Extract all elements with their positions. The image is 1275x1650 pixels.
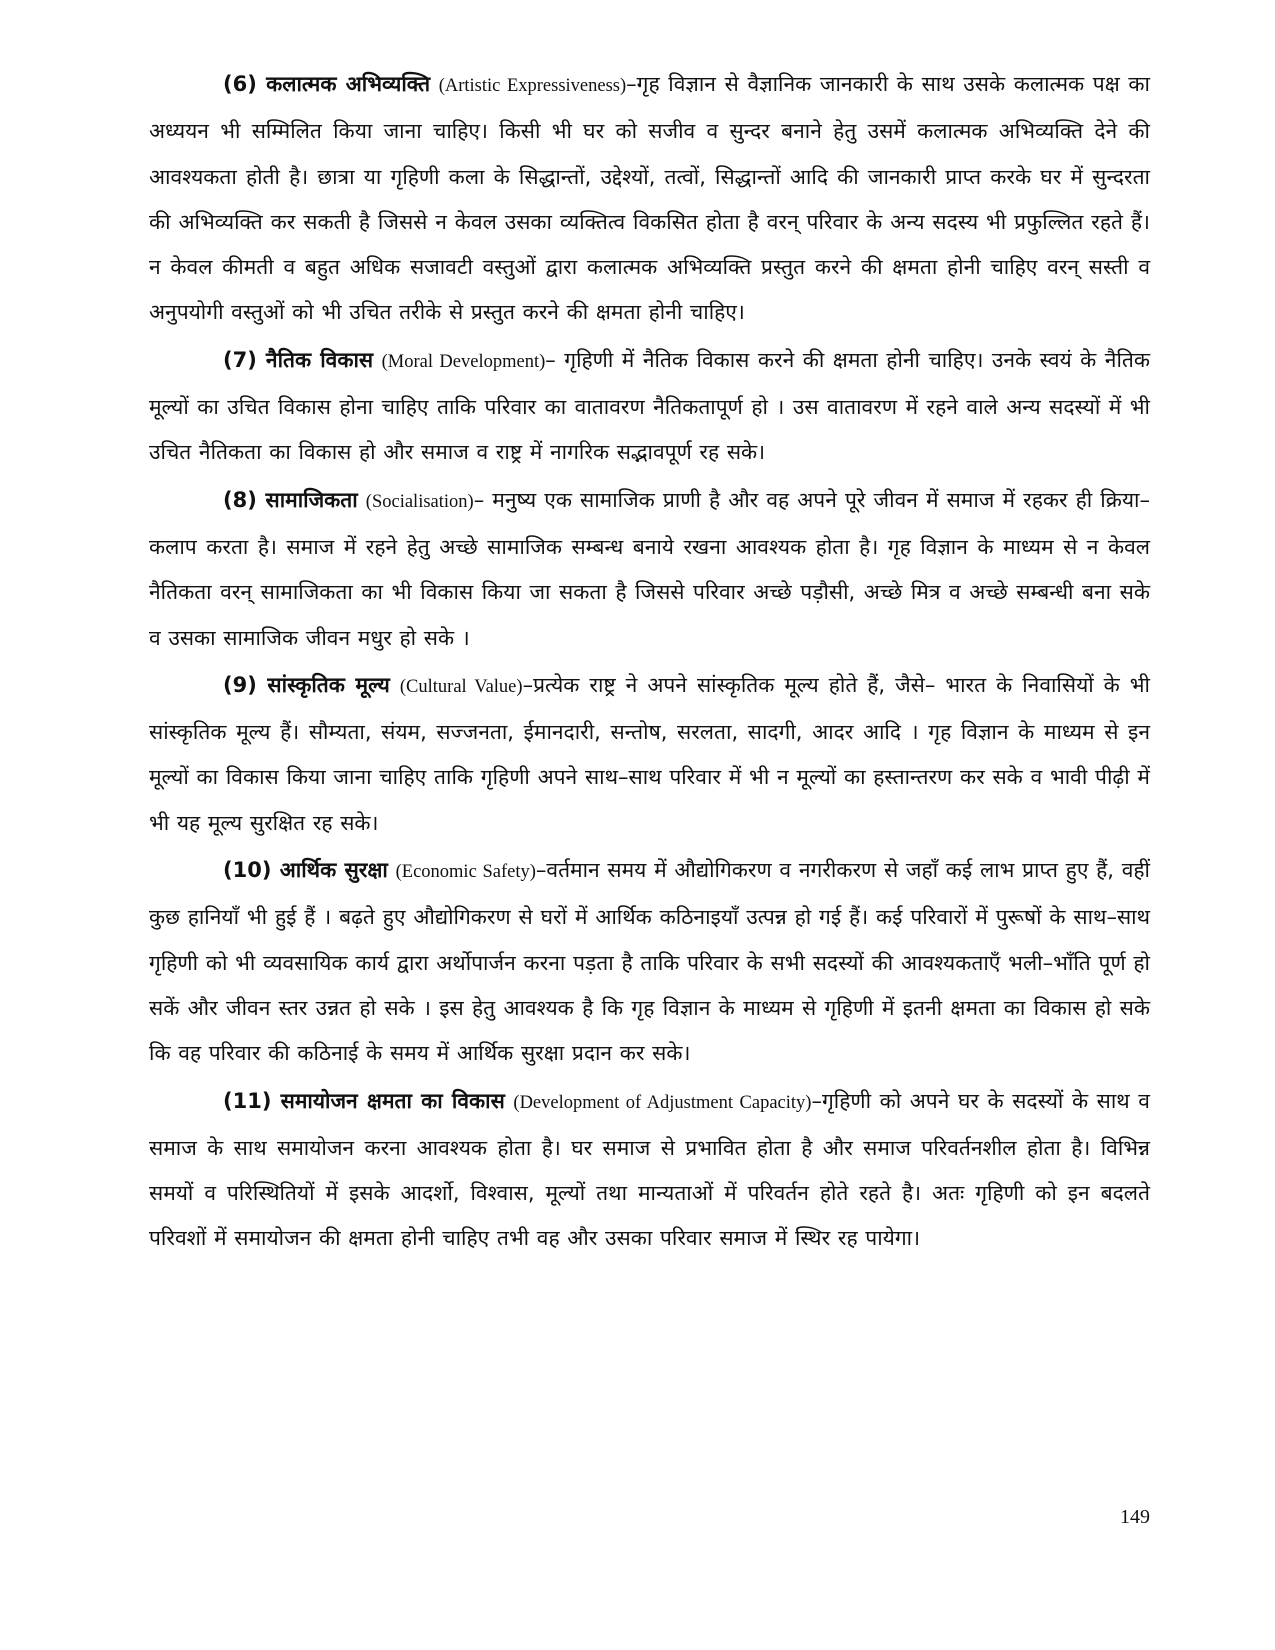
- paragraph-economic-safety: [149, 848, 1150, 1076]
- paragraph-cultural-value: [149, 663, 1150, 846]
- english-term: (Socialisation): [365, 491, 474, 512]
- section-heading: (9) सांस्कृतिक मूल्य: [223, 672, 390, 697]
- english-term: (Economic Safety): [395, 862, 536, 883]
- paragraph-text: – मनुष्य एक सामाजिक प्राणी है और वह अपने पूरे जीवन में समाज में रहकर ही क्रिया–कलाप करता है। समाज में रहने हेतु अच्छे सामाजिक सम्बन्ध बनाये रखना आवश्यक होता है। गृह विज्ञान के माध्यम से न केवल नैतिकता वरन् सामाजिकता का भी विकास किया जा सकता है जिससे परिवार अच्छे पड़ौसी, अच्छे मित्र व अच्छे सम्बन्धी बना सके व उसका सामाजिक जीवन मधुर हो सके ।: [149, 487, 1150, 650]
- english-term: (Cultural Value): [399, 676, 523, 697]
- paragraph-text: –गृह विज्ञान से वैज्ञानिक जानकारी के साथ उसके कलात्मक पक्ष का अध्ययन भी सम्मिलित किया जाना चाहिए। किसी भी घर को सजीव व सुन्दर बनाने हेतु उसमें कलात्मक अभिव्यक्ति देने की आवश्यकता होती है। छात्रा या गृहिणी कला के सिद्धान्तों, उद्देश्यों, तत्वों, सिद्धान्तों आदि की जानकारी प्राप्त करके घर में सुन्दरता की अभिव्यक्ति कर सकती है जिससे न केवल उसका व्यक्तित्व विकसित होता है वरन् परिवार के अन्य सदस्य भी प्रफुल्लित रहते हैं। न केवल कीमती व बहुत अधिक सजावटी वस्तुओं द्वारा कलात्मक अभिव्यक्ति प्रस्तुत करने की क्षमता होनी चाहिए वरन् सस्ती व अनुपयोगी वस्तुओं को भी उचित तरीके से प्रस्तुत करने की क्षमता होनी चाहिए।: [149, 72, 1150, 325]
- paragraph-text: –गृहिणी को अपने घर के सदस्यों के साथ व समाज के साथ समायोजन करना आवश्यक होता है। घर समाज से प्रभावित होता है और समाज परिवर्तनशील होता है। विभिन्न समयों व परिस्थितियों में इसके आदर्शो, विश्वास, मूल्यों तथा मान्यताओं में परिवर्तन होते रहते है। अतः गृहिणी को इन बदलते परिवशों में समायोजन की क्षमता होनी चाहिए तभी वह और उसका परिवार समाज में स्थिर रह पायेगा।: [149, 1088, 1150, 1251]
- paragraph-text: –वर्तमान समय में औद्योगिकरण व नगरीकरण से जहाँ कई लाभ प्राप्त हुए हैं, वहीं कुछ हानियाँ भी हुई हैं । बढ़ते हुए औद्योगिकरण से घरों में आर्थिक कठिनाइयाँ उत्पन्न हो गई हैं। कई परिवारों में पुरूषों के साथ–साथ गृहिणी को भी व्यवसायिक कार्य द्वारा अर्थोपार्जन करना पड़ता है ताकि परिवार के सभी सदस्यों की आवश्यकताएँ भली–भाँति पूर्ण हो सकें और जीवन स्तर उन्नत हो सके । इस हेतु आवश्यक है कि गृह विज्ञान के माध्यम से गृहिणी में इतनी क्षमता का विकास हो सके कि वह परिवार की कठिनाई के समय में आर्थिक सुरक्षा प्रदान कर सके।: [149, 858, 1150, 1066]
- page-number: 149: [1120, 1506, 1150, 1528]
- document-body: [149, 62, 1150, 1264]
- paragraph-adjustment-capacity: [149, 1079, 1150, 1262]
- paragraph-text: – गृहिणी में नैतिक विकास करने की क्षमता होनी चाहिए। उनके स्वयं के नैतिक मूल्यों का उचित विकास होना चाहिए ताकि परिवार का वातावरण नैतिकतापूर्ण हो । उस वातावरण में रहने वाले अन्य सदस्यों में भी उचित नैतिकता का विकास हो और समाज व राष्ट्र में नागरिक सद्भावपूर्ण रह सके।: [149, 347, 1150, 465]
- paragraph-text: –प्रत्येक राष्ट्र ने अपने सांस्कृतिक मूल्य होते हैं, जैसे– भारत के निवासियों के भी सांस्कृतिक मूल्य हैं। सौम्यता, संयम, सज्जनता, ईमानदारी, सन्तोष, सरलता, सादगी, आदर आदि । गृह विज्ञान के माध्यम से इन मूल्यों का विकास किया जाना चाहिए ताकि गृहिणी अपने साथ–साथ परिवार में भी न मूल्यों का हस्तान्तरण कर सके व भावी पीढ़ी में भी यह मूल्य सुरक्षित रह सके।: [149, 672, 1150, 835]
- english-term: (Development of Adjustment Capacity): [513, 1092, 812, 1113]
- english-term: (Artistic Expressiveness): [438, 76, 627, 96]
- paragraph-moral-development: [149, 338, 1150, 476]
- section-heading: (8) सामाजिकता: [223, 487, 358, 512]
- english-term: (Moral Development): [381, 351, 546, 372]
- section-heading: (7) नैतिक विकास: [223, 347, 374, 372]
- section-heading: (11) समायोजन क्षमता का विकास: [223, 1088, 505, 1113]
- paragraph-artistic-expressiveness: [149, 62, 1150, 336]
- section-heading: (10) आर्थिक सुरक्षा: [223, 858, 388, 883]
- paragraph-socialisation: [149, 478, 1150, 661]
- section-heading: (6) कलात्मक अभिव्यक्ति: [223, 72, 431, 96]
